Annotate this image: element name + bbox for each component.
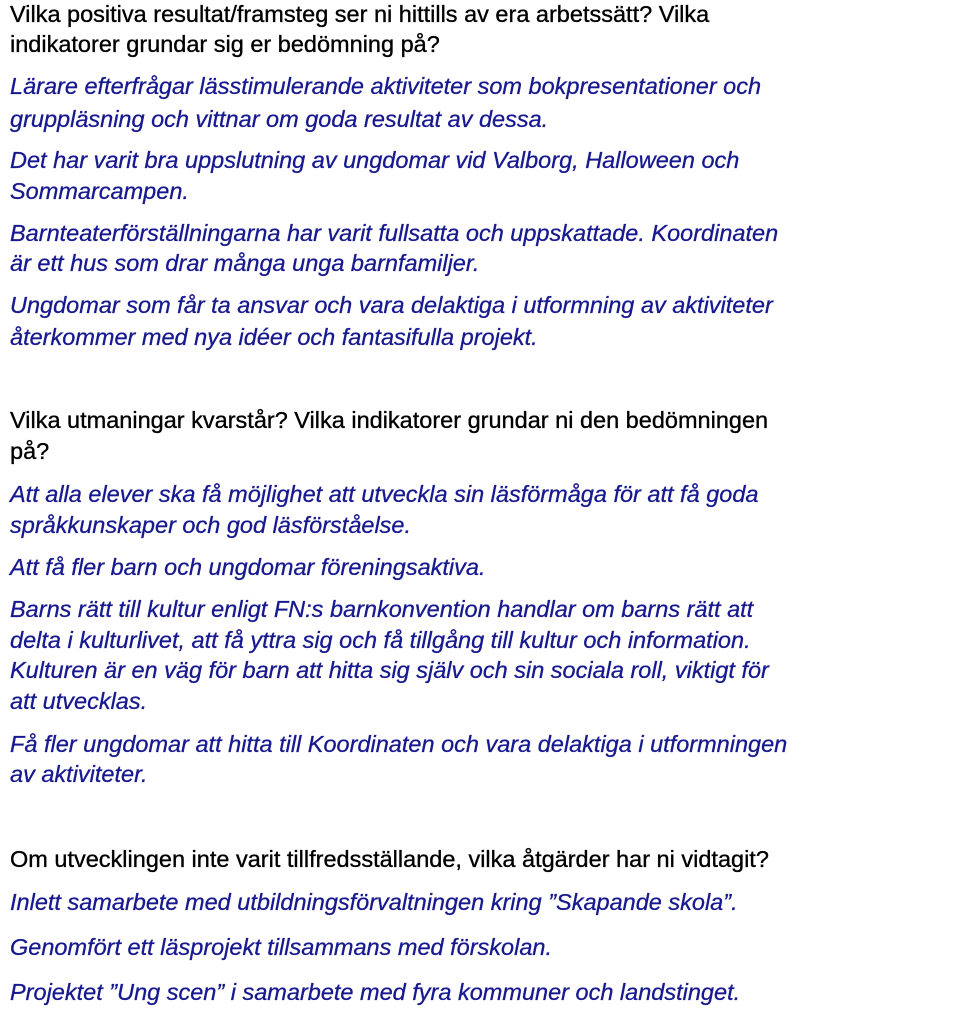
- section2-answer-line-1: Att alla elever ska få möjlighet att utveckla sin läsförmåga för att få goda: [10, 481, 759, 507]
- section3-answer-line-3: Projektet ”Ung scen” i samarbete med fyra kommuner och landstinget.: [10, 979, 741, 1005]
- section2-answer-line-9: av aktiviteter.: [10, 761, 148, 787]
- section2-answer-line-8: Få fler ungdomar att hitta till Koordinaten och vara delaktiga i utformningen: [10, 731, 788, 757]
- section1-answer-line-5: Barnteaterförställningarna har varit fullsatta och uppskattade. Koordinaten: [10, 220, 779, 246]
- section1-answer-line-2: gruppläsning och vittnar om goda resultat av dessa.: [10, 106, 549, 132]
- section2-answer-line-2: språkkunskaper och god läsförståelse.: [10, 512, 412, 538]
- section1-question-line-1: Vilka positiva resultat/framsteg ser ni hittills av era arbetssätt? Vilka: [10, 1, 710, 27]
- section2-question-line-1: Vilka utmaningar kvarstår? Vilka indikatorer grundar ni den bedömningen: [10, 407, 769, 433]
- section2-answer-line-3: Att få fler barn och ungdomar föreningsaktiva.: [10, 554, 486, 580]
- section2-answer-line-6: Kulturen är en väg för barn att hitta sig själv och sin sociala roll, viktigt för: [10, 657, 769, 683]
- section2-answer-line-7: att utvecklas.: [10, 688, 148, 714]
- section1-answer-line-1: Lärare efterfrågar lässtimulerande aktiviteter som bokpresentationer och: [10, 73, 762, 99]
- section1-answer-line-3: Det har varit bra uppslutning av ungdomar vid Valborg, Halloween och: [10, 147, 740, 173]
- section3-answer-line-2: Genomfört ett läsprojekt tillsammans med förskolan.: [10, 934, 553, 960]
- section1-answer-line-4: Sommarcampen.: [10, 178, 189, 204]
- section2-answer-line-5: delta i kulturlivet, att få yttra sig och få tillgång till kultur och information.: [10, 627, 751, 653]
- section3-question: Om utvecklingen inte varit tillfredsställande, vilka åtgärder har ni vidtagit?: [10, 846, 769, 872]
- section1-answer-line-6: är ett hus som drar många unga barnfamiljer.: [10, 250, 480, 276]
- section1-answer-line-7: Ungdomar som får ta ansvar och vara delaktiga i utformning av aktiviteter: [10, 292, 773, 318]
- section3-answer-line-1: Inlett samarbete med utbildningsförvaltningen kring ”Skapande skola”.: [10, 889, 738, 915]
- section2-answer-line-4: Barns rätt till kultur enligt FN:s barnkonvention handlar om barns rätt att: [10, 596, 754, 622]
- section1-question-line-2: indikatorer grundar sig er bedömning på?: [10, 31, 440, 57]
- section1-answer-line-8: återkommer med nya idéer och fantasifulla projekt.: [10, 324, 538, 350]
- section2-question-line-2: på?: [10, 438, 50, 464]
